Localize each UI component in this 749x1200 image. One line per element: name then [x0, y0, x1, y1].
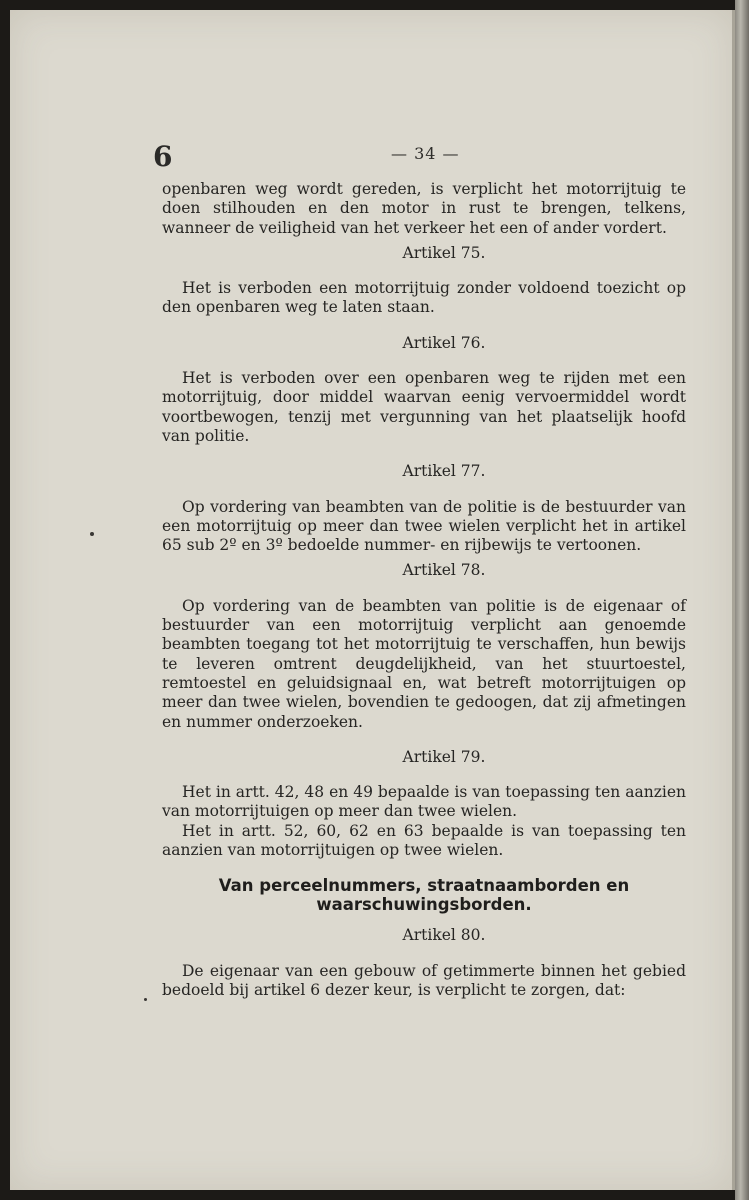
page-number: — 34 —: [391, 144, 460, 163]
book-spine-edge: [735, 0, 749, 1200]
article-79-paragraph-1: Het in artt. 42, 48 en 49 bepaalde is van toepassing ten aanzien van motorrijtuigen op meer dan twee wielen.: [162, 783, 686, 821]
article-77-title: Artikel 77.: [402, 462, 486, 481]
article-76-title: Artikel 76.: [402, 333, 486, 352]
print-speck: [144, 998, 147, 1001]
section-heading: Van perceelnummers, straatnaamborden en waarschuwingsborden.: [218, 876, 630, 915]
article-79-title: Artikel 79.: [402, 747, 486, 766]
article-78-paragraph: Op vordering van de beambten van politie is de eigenaar of bestuurder van een motorrijtuig verplicht aan genoemde beambten toegang tot het motorrijtuig te verschaffen, hun bewijs te leveren omtrent deugdelijkheid, van het stuurtoestel, remtoestel en geluidsignaal en, wat betreft motorrijtuigen op meer dan twee wielen, bovendien te gedoogen, dat zij afmetingen en nummer onderzoeken.: [162, 596, 686, 731]
intro-paragraph: openbaren weg wordt gereden, is verplicht het motorrijtuig te doen stilhouden en den motor in rust te brengen, telkens, wanneer de veiligheid van het verkeer het een of ander vordert.: [162, 180, 686, 237]
article-78-title: Artikel 78.: [402, 561, 486, 580]
article-75-paragraph: Het is verboden een motorrijtuig zonder voldoend toezicht op den openbaren weg te laten staan.: [162, 279, 686, 317]
page-body: [162, 180, 686, 1000]
page-header: [153, 140, 683, 180]
article-79-paragraph-2: Het in artt. 52, 60, 62 en 63 bepaalde is van toepassing ten aanzien van motorrijtuigen op twee wielen.: [162, 821, 686, 860]
corner-number: 6: [153, 140, 173, 173]
article-75-title: Artikel 75.: [402, 243, 486, 262]
article-77-paragraph: Op vordering van beambten van de politie is de bestuurder van een motorrijtuig op meer dan twee wielen verplicht het in artikel 65 sub 2º en 3º bedoelde nummer- en rijbewijs te vertoonen.: [162, 497, 686, 555]
article-80-title: Artikel 80.: [402, 926, 486, 945]
print-speck: [90, 532, 94, 536]
article-80-paragraph: De eigenaar van een gebouw of getimmerte binnen het gebied bedoeld bij artikel 6 dezer keur, is verplicht te zorgen, dat:: [162, 961, 686, 999]
article-76-paragraph: Het is verboden over een openbaren weg te rijden met een motorrijtuig, door middel waarvan eenig vervoermiddel wordt voortbewogen, tenzij met vergunning van het plaatselijk hoofd van politie.: [162, 369, 686, 445]
